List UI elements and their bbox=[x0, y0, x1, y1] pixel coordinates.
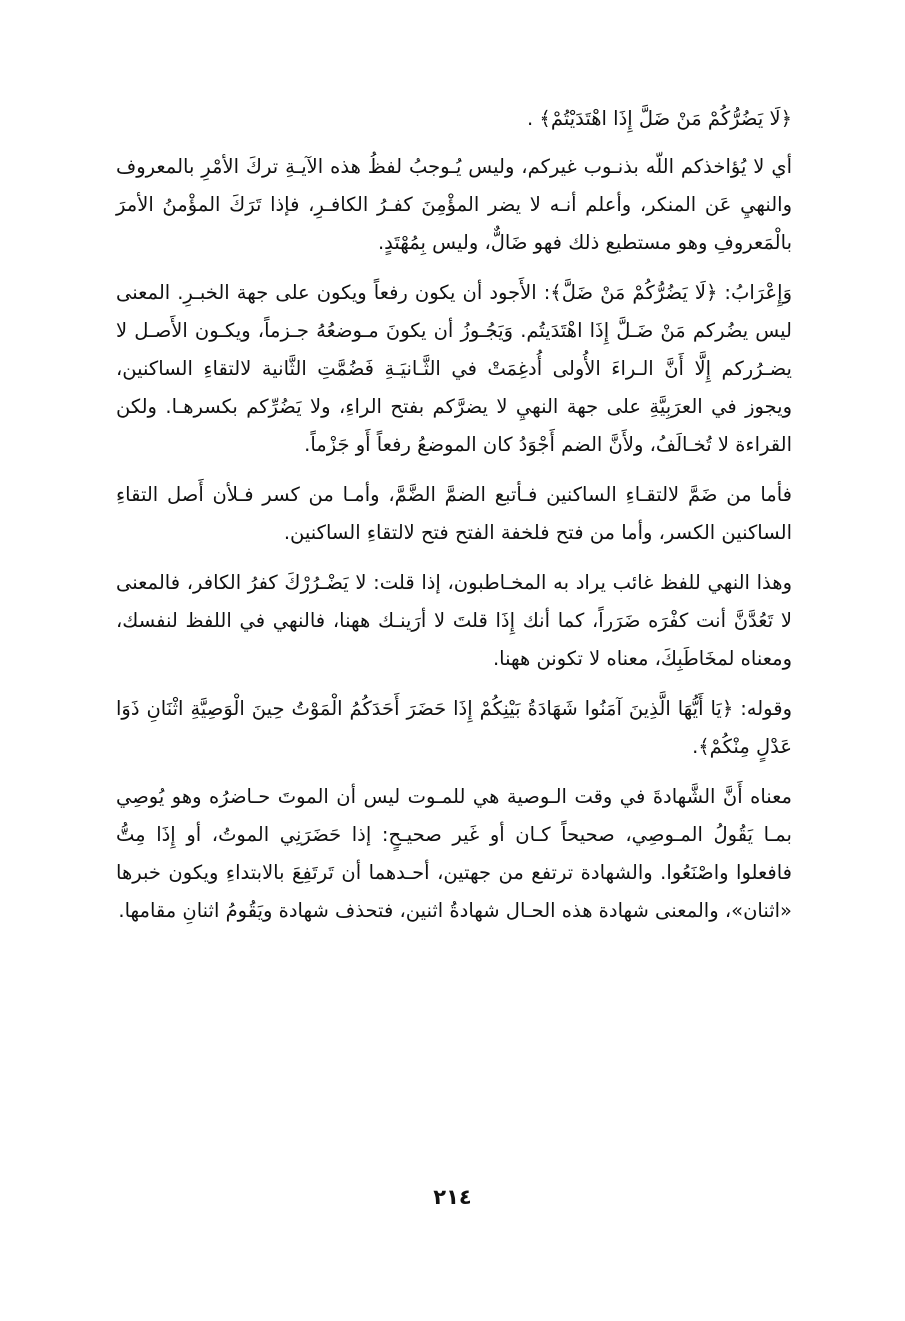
page-number: ٢١٤ bbox=[433, 1185, 472, 1209]
paragraph-explanation: أي لا يُؤاخذكم اللّه بذنـوب غيركم، وليس يُـوجبُ لفظُ هذه الآيـةِ تركَ الأمْرِ بالمعروف والنهيِ عَن المنكر، وأعلم أنـه لا يضر المؤْمِنَ كفـرُ الكافـرِ، فإذا تَرَكَ المؤْمنُ الأمرَ بالْمَعروفِ وهو مستطيع ذلك فهو ضَالٌّ، وليس بِمُهْتَدٍ. bbox=[116, 155, 792, 254]
paragraph-prohibition: وهذا النهي للفظ غائب يراد به المخـاطبون، إذا قلت: لا يَضْـرُرْكَ كفرُ الكافر، فالمعنى لا تَعُدَّنَّ أنت كفْرَه ضَرَراً، كما أنك إِذَا قلتَ لا أرَينـك ههنا، فالنهي في اللفظ لنفسك، ومعناه لمخَاطَبِكَ، معناه لا تكونن ههنا. bbox=[116, 571, 792, 670]
paragraph-testimony: معناه أَنَّ الشَّهادةَ في وقت الـوصية هي للمـوت ليس أن الموتَ حـاضرُه وهو يُوصِي بمـا يَقُولُ المـوصِي، صحيحاً كـان أو غَير صحيـحٍ: إذا حَضَرَنِي الموتُ، أو إِذَا مِتُّ فافعلوا واصْنَعُوا. والشهادة ترتفع من جهتين، أحـدهما أن تَرتَفِعَ بالابتداءِ ويكون خبرها «اثنان»، والمعنى شهادة هذه الحـال شهادةُ اثنين، فتحذف شهادة ويَقُومُ اثنانِ مقامها. bbox=[116, 785, 792, 922]
paragraph-grammar: وَإِعْرَابُ: ﴿لَا يَضُرُّكُمْ مَنْ ضَلَّ﴾: الأَجود أن يكون رفعاً ويكون على جهة الخبـرِ. المعنى ليس يضُركم مَنْ ضَـلَّ إِذَا اهْتَدَيتُم. وَيَجُـوزُ أن يكونَ مـوضعُهُ جـزماً، ويكـون الأَصـل لا يضـرُركم إِلَّا أَنَّ الـراءَ الأُولى أُدغِمَتْ في الثَّـانيَـةِ فَضُمَّتِ الثَّانية لالتقاءِ الساكنين، ويجوز في العرَبِيَّةِ على جهة النهيِ لا يضرَّكم بفتح الراءِ، ولا يَضُرِّكم بكسرهـا. ولكن القراءة لا تُخـالَفُ، ولأَنَّ الضم أَجْوَدُ كان الموضعُ رفعاً أَو جَزْماً. bbox=[116, 281, 792, 456]
paragraph-quran-quote: ﴿لَا يَضُرُّكُمْ مَنْ ضَلَّ إِذَا اهْتَدَيْتُمْ﴾ . bbox=[527, 107, 792, 130]
paragraph-verse-citation: وقوله: ﴿يَا أَيُّهَا الَّذِينَ آمَنُوا شَهَادَةُ بَيْنِكُمْ إِذَا حَضَرَ أَحَدَكُمُ الْمَوْتُ حِينَ الْوَصِيَّةِ اثْنَانِ ذَوَا عَدْلٍ مِنْكُمْ﴾. bbox=[116, 697, 792, 758]
paragraph-vowel-reasoning: فأما من ضَمَّ لالتقـاءِ الساكنين فـأتبع الضمَّ الضَّمَّ، وأمـا من كسر فـلأن أَصل التقاءِ الساكنين الكسر، وأما من فتح فلخفة الفتح فتح لالتقاءِ الساكنين. bbox=[116, 483, 792, 544]
page-body bbox=[116, 100, 792, 942]
